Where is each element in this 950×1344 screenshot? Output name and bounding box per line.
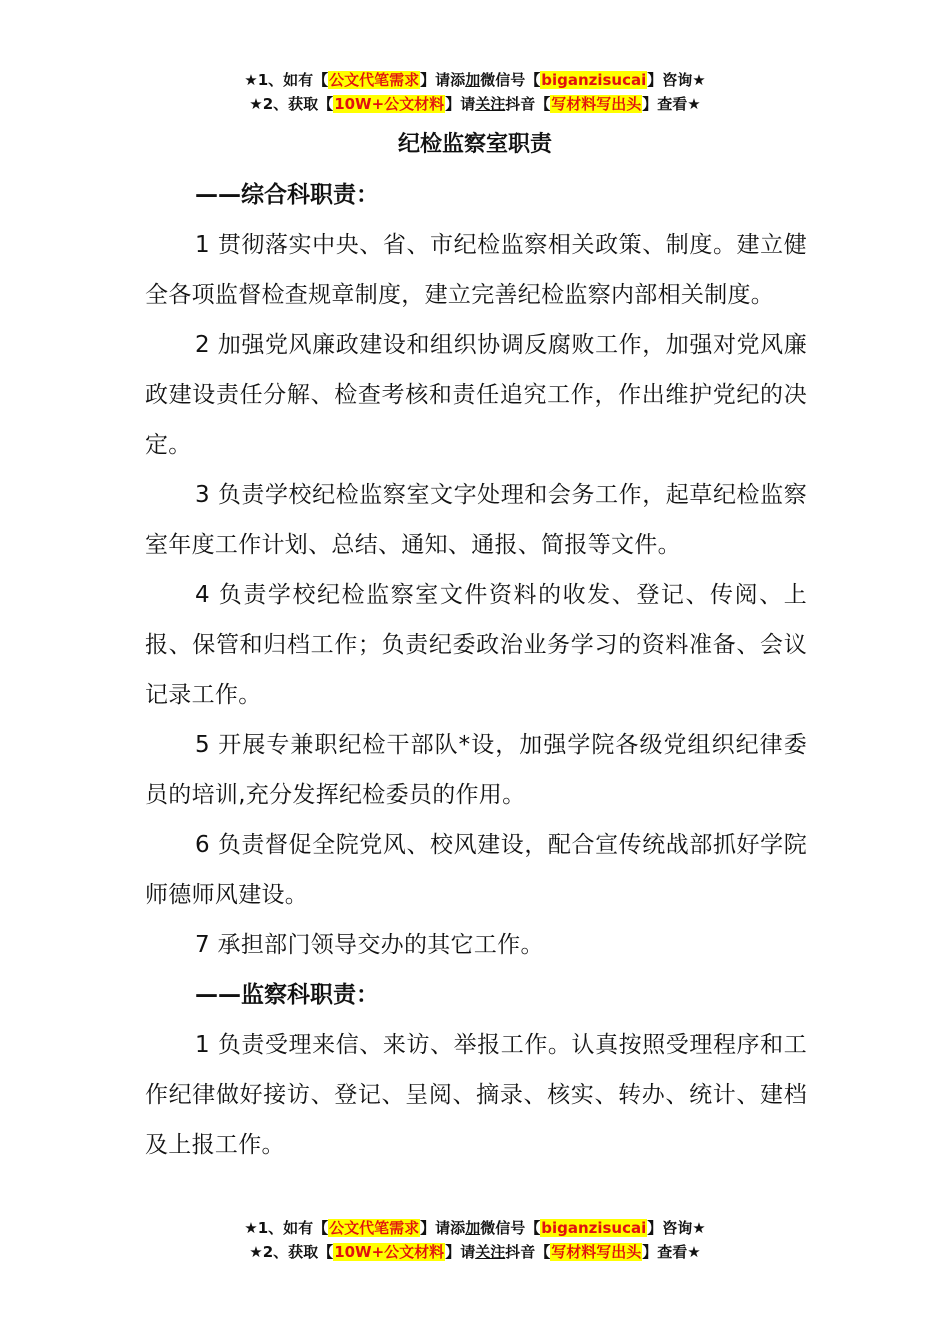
paragraph: 2 加强党风廉政建设和组织协调反腐败工作，加强对党风廉政建设责任分解、检查考核和责任追究工作，作出维护党纪的决定。 [145, 332, 807, 458]
document-body [145, 170, 807, 1170]
promo-line-1: ★1、如有【公文代笔需求】请添加微信号【biganzisucai】咨询★ [244, 1219, 706, 1237]
highlight-wechat-id: biganzisucai [541, 71, 647, 89]
paragraph: 4 负责学校纪检监察室文件资料的收发、登记、传阅、上报、保管和归档工作；负责纪委政治业务学习的资料准备、会议记录工作。 [145, 582, 807, 708]
highlight-service: 公文代笔需求 [329, 71, 420, 89]
paragraph: 1 贯彻落实中央、省、市纪检监察相关政策、制度。建立健全各项监督检查规章制度，建立完善纪检监察内部相关制度。 [145, 232, 807, 308]
highlight-douyin-account: 写材料写出头 [551, 1243, 642, 1261]
highlight-wechat-id: biganzisucai [541, 1219, 647, 1237]
paragraph: 1 负责受理来信、来访、举报工作。认真按照受理程序和工作纪律做好接访、登记、呈阅、摘录、核实、转办、统计、建档及上报工作。 [145, 1032, 807, 1158]
promo-line-2: ★2、获取【10W+公文材料】请关注抖音【写材料写出头】查看★ [249, 95, 701, 113]
section-heading-general: ——综合科职责： [195, 182, 379, 208]
paragraph: 5 开展专兼职纪检干部队*设，加强学院各级党组织纪律委员的培训,充分发挥纪检委员的作用。 [145, 732, 807, 808]
paragraph: 7 承担部门领导交办的其它工作。 [195, 932, 544, 958]
document-title: 纪检监察室职责 [397, 132, 552, 157]
promo-line-1: ★1、如有【公文代笔需求】请添加微信号【biganzisucai】咨询★ [244, 71, 706, 89]
highlight-materials: 10W+公文材料 [334, 1243, 445, 1261]
bottom-promo-banner [0, 1216, 950, 1264]
paragraph: 6 负责督促全院党风、校风建设，配合宣传统战部抓好学院师德师风建设。 [145, 832, 807, 908]
highlight-service: 公文代笔需求 [329, 1219, 420, 1237]
top-promo-banner [0, 68, 950, 116]
paragraph: 3 负责学校纪检监察室文字处理和会务工作，起草纪检监察室年度工作计划、总结、通知、通报、简报等文件。 [145, 482, 807, 558]
promo-line-2: ★2、获取【10W+公文材料】请关注抖音【写材料写出头】查看★ [249, 1243, 701, 1261]
highlight-materials: 10W+公文材料 [334, 95, 445, 113]
section-heading-supervision: ——监察科职责： [195, 982, 379, 1008]
highlight-douyin-account: 写材料写出头 [551, 95, 642, 113]
